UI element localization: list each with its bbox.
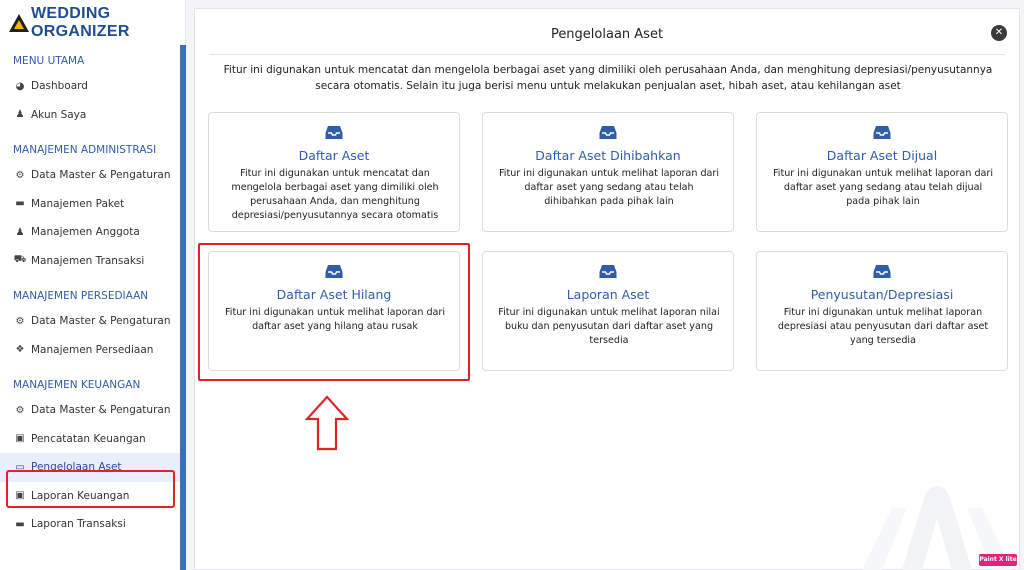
- sidebar-item-manajemen-paket[interactable]: [0, 190, 180, 219]
- sidebar-item-manajemen-anggota[interactable]: [0, 218, 180, 247]
- brand-name: WEDDING ORGANIZER: [31, 5, 130, 40]
- up-arrow-icon: [305, 395, 349, 451]
- section-title-manajemen-administrasi: MANAJEMEN ADMINISTRASI: [13, 144, 157, 156]
- sidebar-item-label: Pencatatan Keuangan: [31, 432, 146, 445]
- card-description: Fitur ini digunakan untuk melihat laporan depresiasi atau penyusutan dari daftar aset yang tersedia: [777, 307, 989, 346]
- card-title: Daftar Aset: [298, 148, 370, 163]
- card-description: Fitur ini digunakan untuk mencatat dan mengelola berbagai aset yang dimiliki oleh perusahaan Anda, dan menghitung depresiasi/penyusutannya secara otomatis: [231, 168, 439, 221]
- card-description: Fitur ini digunakan untuk melihat laporan nilai buku dan penyusutan dari daftar aset yang tersedia: [498, 307, 720, 346]
- section-title-manajemen-keuangan: MANAJEMEN KEUANGAN: [13, 379, 141, 391]
- cart-icon: ⛟: [13, 254, 27, 266]
- brand[interactable]: [8, 5, 185, 40]
- gears-icon: ⚙: [15, 315, 25, 327]
- sidebar-item-label: Data Master & Pengaturan: [31, 169, 171, 182]
- sidebar-item-label: Manajemen Paket: [31, 197, 125, 210]
- sidebar-item-pencatatan-keuangan[interactable]: [0, 425, 180, 454]
- page-title: Pengelolaan Aset: [550, 27, 664, 42]
- section-title-manajemen-persediaan: MANAJEMEN PERSEDIAAN: [13, 290, 149, 302]
- sidebar-item-admin-data-master[interactable]: [0, 161, 180, 190]
- section-title-menu-utama: MENU UTAMA: [13, 55, 85, 67]
- sidebar-item-keuangan-data-master[interactable]: [0, 396, 180, 425]
- sidebar-menu: [0, 45, 180, 539]
- card-title: Daftar Aset Dihibahkan: [535, 148, 681, 163]
- sidebar-item-label: Akun Saya: [31, 108, 87, 121]
- sidebar-item-label: Manajemen Transaksi: [31, 254, 145, 267]
- users-icon: ♟: [15, 226, 25, 238]
- divider: [209, 54, 1005, 55]
- card-description: Fitur ini digunakan untuk melihat laporan dari daftar aset yang sedang atau telah dihibahkan pada pihak lain: [498, 168, 720, 207]
- card-title: Daftar Aset Hilang: [276, 287, 392, 302]
- gears-icon: ⚙: [15, 404, 25, 416]
- card-daftar-aset[interactable]: [208, 112, 460, 232]
- user-icon: ♟: [15, 109, 25, 121]
- inbox-icon: ▭: [15, 461, 25, 473]
- card-daftar-aset-dihibahkan[interactable]: [482, 112, 734, 232]
- inbox-icon: [483, 264, 733, 280]
- card-title: Daftar Aset Dijual: [826, 148, 938, 163]
- inbox-icon: [757, 125, 1007, 141]
- card-laporan-aset[interactable]: [482, 251, 734, 371]
- inbox-icon: [209, 125, 459, 141]
- close-button[interactable]: [991, 25, 1007, 41]
- card-penyusutan-depresiasi[interactable]: [756, 251, 1008, 371]
- inbox-icon: [757, 264, 1007, 280]
- close-icon: ✕: [994, 27, 1004, 38]
- brand-logo-icon: [8, 12, 30, 34]
- sidebar-item-label: Pengelolaan Aset: [31, 461, 122, 474]
- sidebar-item-laporan-transaksi[interactable]: [0, 510, 180, 539]
- sidebar-item-label: Data Master & Pengaturan: [31, 404, 171, 417]
- card-title: Laporan Aset: [566, 287, 650, 302]
- card-daftar-aset-dijual[interactable]: [756, 112, 1008, 232]
- money-icon: ▣: [15, 433, 25, 445]
- active-item-annotation: [6, 470, 175, 508]
- sidebar-item-label: Laporan Transaksi: [31, 518, 126, 531]
- card-description: Fitur ini digunakan untuk melihat laporan dari daftar aset yang hilang atau rusak: [224, 307, 446, 332]
- dashboard-icon: ◕: [15, 80, 25, 92]
- cubes-icon: ❖: [15, 344, 25, 356]
- sidebar-item-persediaan-data-master[interactable]: [0, 307, 180, 336]
- book-icon: ▬: [15, 518, 25, 530]
- sidebar-item-label: Manajemen Anggota: [31, 226, 140, 239]
- sidebar-item-manajemen-persediaan[interactable]: [0, 336, 180, 365]
- paint-x-lite-badge: Paint X lite: [979, 554, 1017, 566]
- inbox-icon: [483, 125, 733, 141]
- sidebar-item-manajemen-transaksi[interactable]: [0, 247, 180, 276]
- card-description: Fitur ini digunakan untuk melihat laporan dari daftar aset yang sedang atau telah dijual pada pihak lain: [772, 168, 994, 207]
- sidebar-item-dashboard[interactable]: [0, 72, 180, 101]
- sidebar-item-label: Manajemen Persediaan: [31, 343, 154, 356]
- book-icon: ▬: [15, 198, 25, 210]
- sidebar-item-akun-saya[interactable]: [0, 101, 180, 130]
- sidebar-item-label: Data Master & Pengaturan: [31, 315, 171, 328]
- card-highlight-annotation: [198, 243, 470, 381]
- sidebar-item-label: Laporan Keuangan: [31, 489, 130, 502]
- gears-icon: ⚙: [15, 169, 25, 181]
- sidebar-scrollbar[interactable]: [180, 45, 186, 570]
- intro-text: Fitur ini digunakan untuk mencatat dan mengelola berbagai aset yang dimiliki oleh perusahaan Anda, dan menghitung depresiasi/penyusutannya secara otomatis. Selain itu juga berisi menu untuk melakukan penjualan aset, hibah aset, atau kehilangan aset: [223, 64, 993, 92]
- card-title: Penyusutan/Depresiasi: [810, 287, 954, 302]
- sidebar-item-label: Dashboard: [31, 80, 88, 93]
- money-icon: ▣: [15, 490, 25, 502]
